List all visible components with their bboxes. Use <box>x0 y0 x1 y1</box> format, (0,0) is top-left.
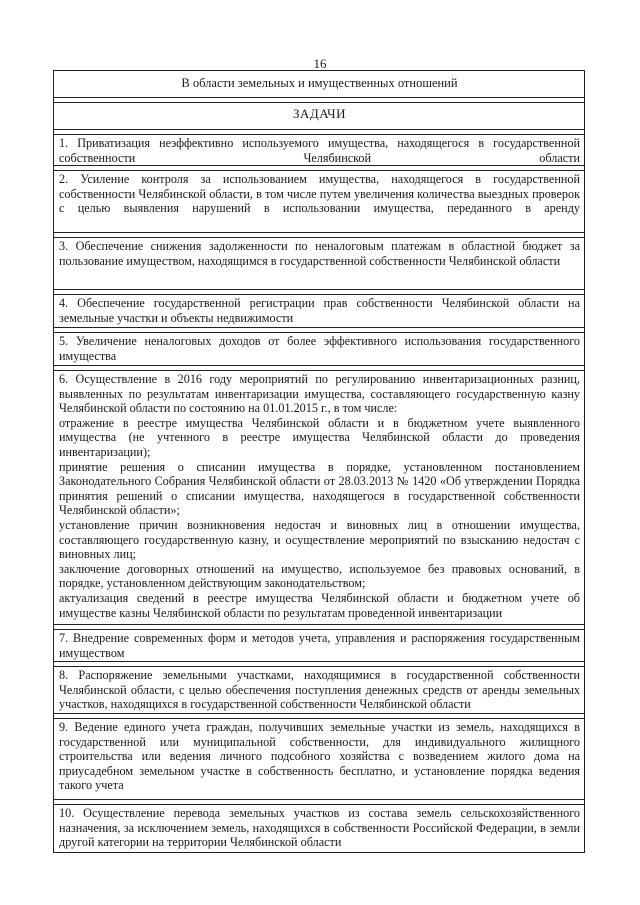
task-10-text: 10. Осуществление перевода земельных участков из состава земель сельскохозяйственного назначения, за исключением земель, находящихся в собственности Российской Федерации, в земли другой категории на территории Челябинской области <box>59 806 580 850</box>
task-item-3 <box>54 237 584 290</box>
task-item-6 <box>54 370 584 625</box>
task-item-7 <box>54 629 584 662</box>
task-item-8 <box>54 666 584 714</box>
task-item-5 <box>54 332 584 366</box>
task-2-text: 2. Усиление контроля за использованием имущества, находящегося в государственной собственности Челябинской области, в том числе путем увеличения количества выездных проверок с целью выявления нарушений в использовании имущества, переданного в аренду <box>59 172 580 216</box>
task-item-2 <box>54 170 584 233</box>
task-4-text: 4. Обеспечение государственной регистрации прав собственности Челябинской области на земельные участки и объекты недвижимости <box>59 296 580 325</box>
task-6-text-item-4: заключение договорных отношений на имущество, используемое без правовых оснований, в порядке, установленном действующим законодательством; <box>59 561 580 591</box>
task-7-text: 7. Внедрение современных форм и методов учета, управления и распоряжения государственным имуществом <box>59 631 580 660</box>
tasks-header-row <box>54 102 584 130</box>
task-6-text-item-5: актуализация сведений в реестре имущества Челябинской области и бюджетном учете об имуществе казны Челябинской области по результатам проведенной инвентаризации <box>59 590 580 620</box>
section-title: В области земельных и имущественных отношений <box>181 76 458 90</box>
task-9-text: 9. Ведение единого учета граждан, получивших земельные участки из земель, находящихся в государственной или муниципальной собственности, для индивидуального жилищного строительства или ведения личного подсобного хозяйства с возведением жилого дома на приусадебном земельном участке в собственность бесплатно, и установление порядка ведения такого учета <box>59 720 580 793</box>
task-1-text: 1. Приватизация неэффективно используемого имущества, находящегося в государственной собственности Челябинской области <box>59 136 580 165</box>
task-6-text-item-1: отражение в реестре имущества Челябинской области и в бюджетном учете выявленного имущества (не учтенного в реестре имущества Челябинской области до проведения инвентаризации); <box>59 415 580 459</box>
task-item-10 <box>54 804 584 853</box>
task-item-4 <box>54 294 584 328</box>
tasks-header: ЗАДАЧИ <box>292 106 347 121</box>
page-number: 16 <box>313 56 327 71</box>
task-item-1 <box>54 134 584 166</box>
task-8-text: 8. Распоряжение земельными участками, находящимися в государственной собственности Челябинской области, с целью обеспечения поступления денежных средств от аренды земельных участков, находящихся в государственной собственности Челябинской области <box>59 668 580 712</box>
task-3-text: 3. Обеспечение снижения задолженности по неналоговым платежам в областной бюджет за пользование имуществом, находящимся в государственной собственности Челябинской области <box>59 239 580 268</box>
task-6-text-intro: 6. Осуществление в 2016 году мероприятий по регулированию инвентаризационных разниц, выявленных по результатам инвентаризации имущества, составляющего государственную казну Челябинской области по состоянию на 01.01.2015 г., в том числе: <box>59 372 580 416</box>
task-item-9 <box>54 718 584 800</box>
tasks-table <box>53 70 585 853</box>
task-5-text: 5. Увеличение неналоговых доходов от более эффективного использования государственного имущества <box>59 334 580 363</box>
task-6-text-item-3: установление причин возникновения недостач и виновных лиц в отношении имущества, составляющего государственную казну, и осуществление мероприятий по взысканию недостач с виновных лиц; <box>59 517 580 562</box>
section-title-row <box>54 70 584 98</box>
task-6-text-item-2: принятие решения о списании имущества в порядке, установленном постановлением Законодательного Собрания Челябинской области от 28.03.2013 № 1420 «Об утверждении Порядка принятия решений о списании имущества, находящегося в государственной собственности Челябинской области»; <box>59 459 580 518</box>
